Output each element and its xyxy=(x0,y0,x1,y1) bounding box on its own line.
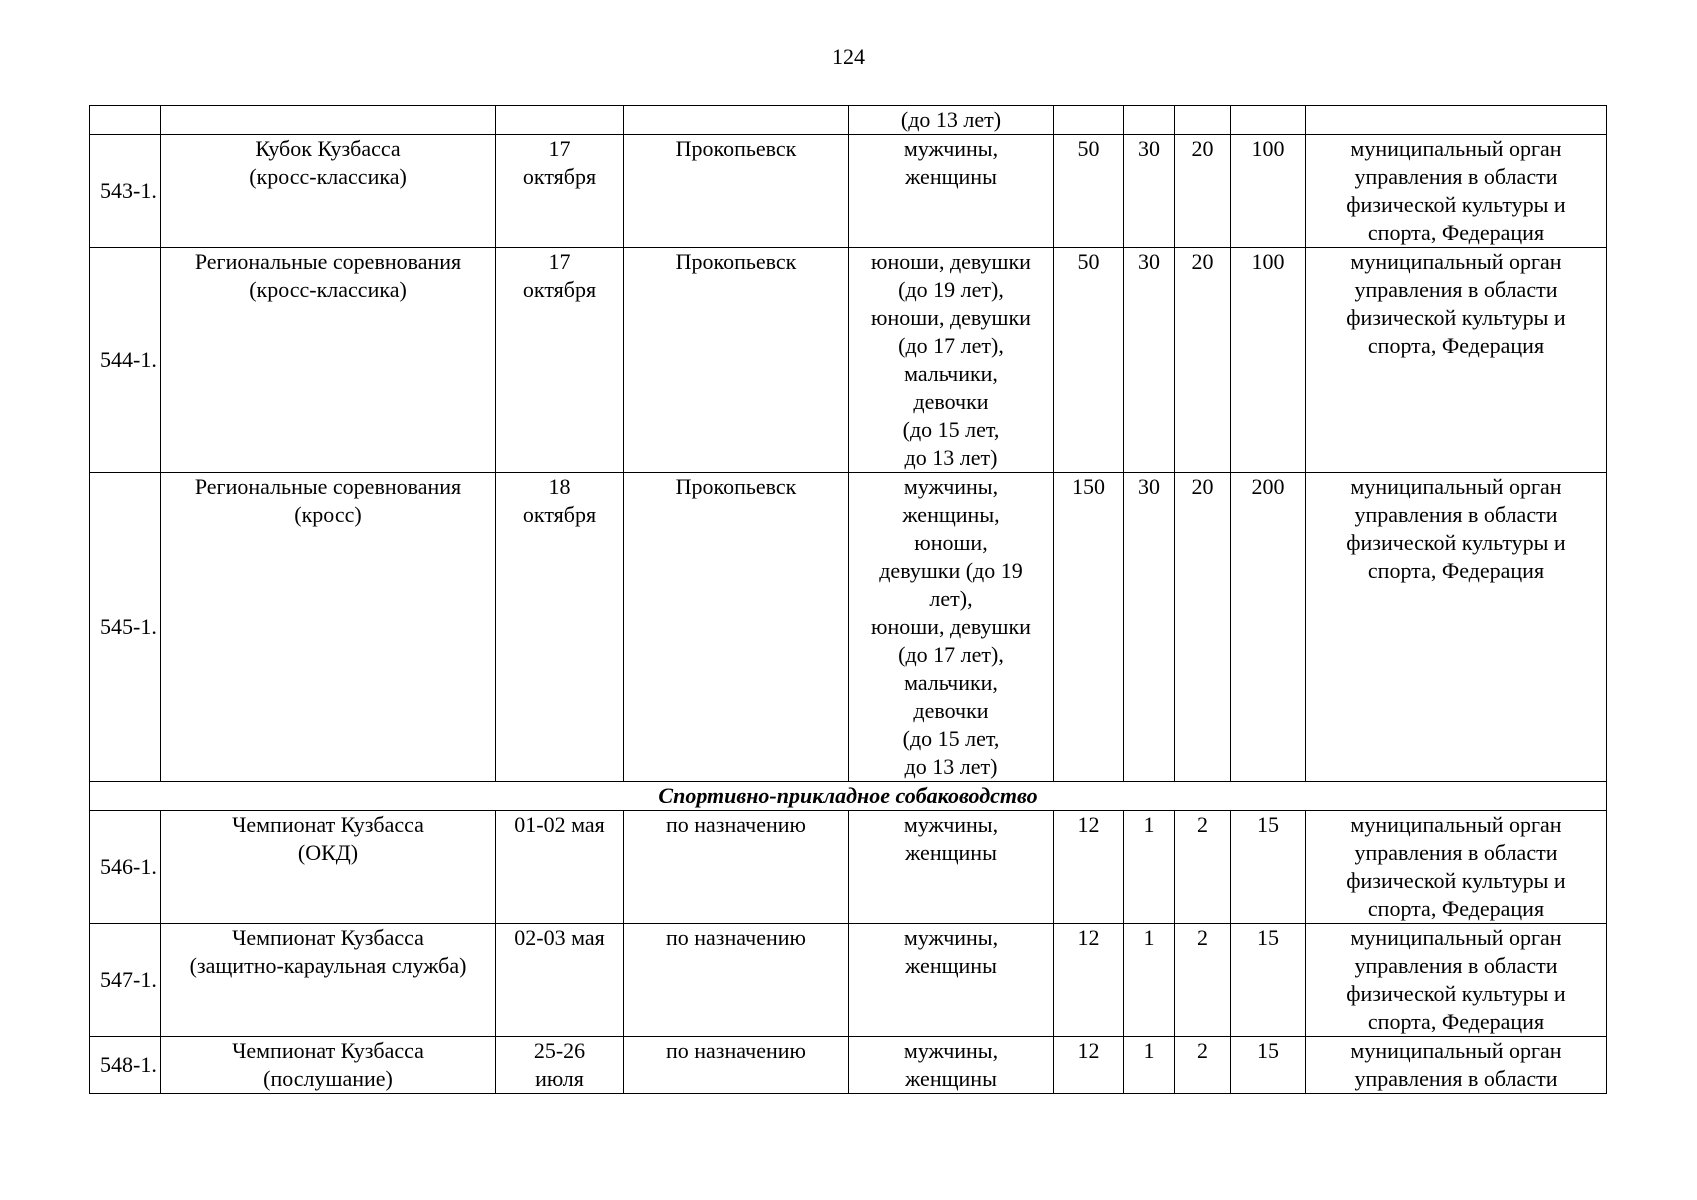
name-line: Чемпионат Кузбасса xyxy=(232,1038,424,1063)
cell-name xyxy=(161,811,496,924)
cell-participants xyxy=(849,473,1054,782)
section-title: Спортивно-прикладное собаководство xyxy=(90,782,1607,811)
org-line: физической культуры и xyxy=(1346,530,1566,555)
table-row xyxy=(90,473,1607,782)
table-row xyxy=(90,811,1607,924)
cell-name xyxy=(161,473,496,782)
table-row xyxy=(90,248,1607,473)
cell-c2: 30 xyxy=(1124,135,1175,248)
cell-c1: 50 xyxy=(1054,135,1124,248)
cell-participants xyxy=(849,135,1054,248)
name-line: (кросс-классика) xyxy=(249,277,407,302)
cell-total: 15 xyxy=(1231,924,1306,1037)
org-line: муниципальный орган xyxy=(1350,925,1562,950)
participants-line: лет), xyxy=(929,586,973,611)
participants-line: женщины, xyxy=(902,502,1000,527)
org-line: физической культуры и xyxy=(1346,981,1566,1006)
participants-line: мальчики, xyxy=(904,670,998,695)
cell-org xyxy=(1306,473,1607,782)
cell-date xyxy=(496,811,624,924)
participants-line: юноши, девушки xyxy=(871,305,1031,330)
name-line: Региональные соревнования xyxy=(194,249,462,274)
cell-total: 200 xyxy=(1231,473,1306,782)
participants-line: девочки xyxy=(913,389,989,414)
org-line: физической культуры и xyxy=(1346,305,1566,330)
cell-c2: 1 xyxy=(1124,1037,1175,1094)
carry-over-row xyxy=(90,106,1607,135)
cell-total: 15 xyxy=(1231,811,1306,924)
cell-c3: 2 xyxy=(1175,924,1231,1037)
org-line: спорта, Федерация xyxy=(1367,896,1545,921)
date-line: 17 xyxy=(548,249,571,274)
org-line: муниципальный орган xyxy=(1350,474,1562,499)
cell-date xyxy=(496,248,624,473)
participants-line: до 13 лет) xyxy=(904,445,998,470)
date-line: июля xyxy=(535,1066,584,1091)
cell-c1: 12 xyxy=(1054,924,1124,1037)
table-row xyxy=(90,924,1607,1037)
date-line: октября xyxy=(522,164,597,189)
participants-line: мужчины, xyxy=(903,136,999,161)
name-line: (кросс-классика) xyxy=(249,164,407,189)
name-line: Чемпионат Кузбасса xyxy=(232,812,424,837)
cell-name xyxy=(161,135,496,248)
org-line: спорта, Федерация xyxy=(1367,333,1545,358)
cell-org xyxy=(1306,924,1607,1037)
cell-c1: 50 xyxy=(1054,248,1124,473)
cell-name xyxy=(161,106,496,135)
cell-num: 544-1. xyxy=(90,248,161,473)
table-row xyxy=(90,1037,1607,1094)
org-line: управления в области xyxy=(1354,953,1558,978)
cell-place: по назначению xyxy=(624,1037,849,1094)
date-line: 25-26 xyxy=(533,1038,586,1063)
participants-line: юноши, xyxy=(914,530,988,555)
table-row xyxy=(90,135,1607,248)
cell-place xyxy=(624,106,849,135)
cell-name xyxy=(161,248,496,473)
org-line: муниципальный орган xyxy=(1350,812,1562,837)
cell-num: 547-1. xyxy=(90,924,161,1037)
name-line: (кросс) xyxy=(294,502,362,527)
cell-place: Прокопьевск xyxy=(624,473,849,782)
cell-c1: 150 xyxy=(1054,473,1124,782)
cell-org xyxy=(1306,135,1607,248)
participants-line: женщины xyxy=(905,1066,997,1091)
cell-name xyxy=(161,1037,496,1094)
date-line: 01-02 мая xyxy=(514,812,605,837)
cell-c1 xyxy=(1054,106,1124,135)
cell-total: 15 xyxy=(1231,1037,1306,1094)
org-line: муниципальный орган xyxy=(1350,136,1562,161)
cell-name xyxy=(161,924,496,1037)
participants-line: женщины xyxy=(905,840,997,865)
cell-date xyxy=(496,1037,624,1094)
cell-date xyxy=(496,473,624,782)
cell-participants xyxy=(849,248,1054,473)
date-line: октября xyxy=(522,502,597,527)
cell-date xyxy=(496,924,624,1037)
name-line: Чемпионат Кузбасса xyxy=(232,925,424,950)
cell-org xyxy=(1306,1037,1607,1094)
cell-participants xyxy=(849,811,1054,924)
name-line: (послушание) xyxy=(263,1066,393,1091)
cell-num: 546-1. xyxy=(90,811,161,924)
participants-line: женщины xyxy=(905,164,997,189)
participants-line: (до 17 лет), xyxy=(898,333,1004,358)
events-table xyxy=(89,105,1607,1094)
org-line: управления в области xyxy=(1354,502,1558,527)
date-line: 18 xyxy=(548,474,571,499)
participants-line: девушки (до 19 xyxy=(879,558,1023,583)
org-line: физической культуры и xyxy=(1346,868,1566,893)
page-number: 124 xyxy=(832,44,865,69)
org-line: управления в области xyxy=(1354,840,1558,865)
cell-place: по назначению xyxy=(624,924,849,1037)
cell-num: 548-1. xyxy=(90,1037,161,1094)
cell-c3 xyxy=(1175,106,1231,135)
cell-c1: 12 xyxy=(1054,1037,1124,1094)
cell-total: 100 xyxy=(1231,248,1306,473)
cell-c2: 1 xyxy=(1124,811,1175,924)
participants-line: (до 17 лет), xyxy=(898,642,1004,667)
date-line: октября xyxy=(522,277,597,302)
participants-line: мужчины, xyxy=(903,925,999,950)
name-line: (защитно-караульная служба) xyxy=(189,953,467,978)
participants-line: юноши, девушки xyxy=(871,614,1031,639)
name-line: (ОКД) xyxy=(297,840,359,865)
cell-participants xyxy=(849,1037,1054,1094)
participants-line: мужчины, xyxy=(903,474,999,499)
cell-c3: 2 xyxy=(1175,1037,1231,1094)
org-line: спорта, Федерация xyxy=(1367,1009,1545,1034)
org-line: муниципальный орган xyxy=(1350,1038,1562,1063)
participants-line: до 13 лет) xyxy=(904,754,998,779)
cell-num xyxy=(90,106,161,135)
org-line: управления в области xyxy=(1354,277,1558,302)
cell-date xyxy=(496,135,624,248)
cell-c2 xyxy=(1124,106,1175,135)
cell-c2: 30 xyxy=(1124,473,1175,782)
participants-line: женщины xyxy=(905,953,997,978)
participants-line: мужчины, xyxy=(903,1038,999,1063)
cell-c2: 1 xyxy=(1124,924,1175,1037)
cell-c3: 20 xyxy=(1175,135,1231,248)
participants-line: мужчины, xyxy=(903,812,999,837)
cell-num: 543-1. xyxy=(90,135,161,248)
org-line: физической культуры и xyxy=(1346,192,1566,217)
cell-participants: (до 13 лет) xyxy=(849,106,1054,135)
cell-c3: 20 xyxy=(1175,473,1231,782)
org-line: муниципальный орган xyxy=(1350,249,1562,274)
name-line: Региональные соревнования xyxy=(194,474,462,499)
participants-line: мальчики, xyxy=(904,361,998,386)
cell-place: Прокопьевск xyxy=(624,248,849,473)
cell-total: 100 xyxy=(1231,135,1306,248)
cell-c3: 2 xyxy=(1175,811,1231,924)
cell-date xyxy=(496,106,624,135)
section-header-row xyxy=(90,782,1607,811)
cell-total xyxy=(1231,106,1306,135)
participants-line: юноши, девушки xyxy=(871,249,1031,274)
cell-place: Прокопьевск xyxy=(624,135,849,248)
participants-line: (до 15 лет, xyxy=(902,417,1000,442)
participants-line: девочки xyxy=(913,698,989,723)
cell-org xyxy=(1306,811,1607,924)
cell-num: 545-1. xyxy=(90,473,161,782)
date-line: 17 xyxy=(548,136,571,161)
cell-participants xyxy=(849,924,1054,1037)
cell-c3: 20 xyxy=(1175,248,1231,473)
org-line: спорта, Федерация xyxy=(1367,558,1545,583)
participants-line: (до 15 лет, xyxy=(902,726,1000,751)
cell-org xyxy=(1306,248,1607,473)
cell-place: по назначению xyxy=(624,811,849,924)
org-line: управления в области xyxy=(1354,1066,1558,1091)
org-line: управления в области xyxy=(1354,164,1558,189)
cell-c1: 12 xyxy=(1054,811,1124,924)
name-line: Кубок Кузбасса xyxy=(255,136,401,161)
cell-c2: 30 xyxy=(1124,248,1175,473)
participants-line: (до 19 лет), xyxy=(898,277,1004,302)
org-line: спорта, Федерация xyxy=(1367,220,1545,245)
date-line: 02-03 мая xyxy=(514,925,605,950)
cell-org xyxy=(1306,106,1607,135)
